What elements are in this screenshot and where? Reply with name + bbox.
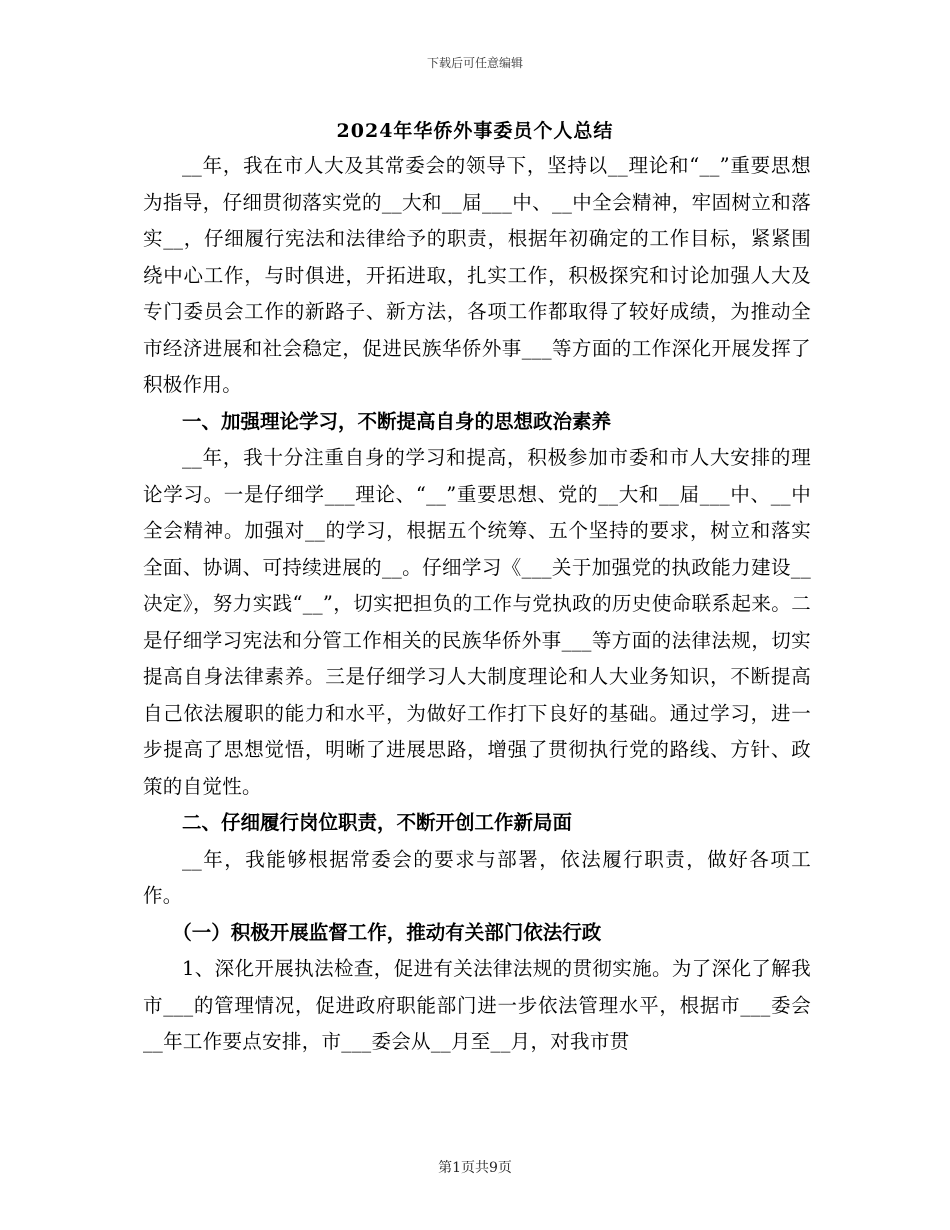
paragraph-study: __年，我十分注重自身的学习和提高，积极参加市委和市人大安排的理论学习。一是仔细学___理论、“__”重要思想、党的__大和__届___中、__中全会精神。加强对__的学习，根据五个统筹、五个坚持的要求，树立和落实全面、协调、可持续进展的__。仔细学习《___关于加强党的执政能力建设__决定》，努力实践“__”，切实把担负的工作与党执政的历史使命联系起来。二是仔细学习宪法和分管工作相关的民族华侨外事___等方面的法律法规，切实提高自身法律素养。三是仔细学习人大制度理论和人大业务知识，不断提高自己依法履职的能力和水平，为做好工作打下良好的基础。通过学习，进一步提高了思想觉悟，明晰了进展思路，增强了贯彻执行党的路线、方针、政策的自觉性。 (143, 446, 811, 798)
header-note: 下载后可任意编辑 (426, 56, 523, 70)
section-heading-2: 二、仔细履行岗位职责，不断开创工作新局面 (182, 811, 573, 834)
section-heading-1: 一、加强理论学习，不断提高自身的思想政治素养 (182, 409, 612, 433)
paragraph-intro: __年，我在市人大及其常委会的领导下，坚持以__理论和“__”重要思想为指导，仔细贯彻落实党的__大和__届___中、__中全会精神，牢固树立和落实__，仔细履行宪法和法律给予的职责，根据年初确定的工作目标，紧紧围绕中心工作，与时俱进，开拓进取，扎实工作，积极探究和讨论加强人大及专门委员会工作的新路子、新方法，各项工作都取得了较好成绩，为推动全市经济进展和社会稳定，促进民族华侨外事___等方面的工作深化开展发挥了积极作用。 (143, 154, 811, 396)
subsection-heading-1: （一）积极开展监督工作，推动有关部门依法行政 (172, 920, 602, 944)
document-body (143, 148, 811, 1061)
paragraph-duties: __年，我能够根据常委会的要求与部署，依法履行职责，做好各项工作。 (143, 847, 811, 907)
paragraph-inspection: 1、深化开展执法检查，促进有关法律法规的贯彻实施。为了深化了解我市___的管理情况，促进政府职能部门进一步依法管理水平，根据市___委会__年工作要点安排，市___委会从__月至__月，对我市贯 (143, 957, 811, 1053)
document-title: 2024年华侨外事委员个人总结 (336, 120, 614, 142)
page-number: 第1页共9页 (438, 1160, 512, 1176)
